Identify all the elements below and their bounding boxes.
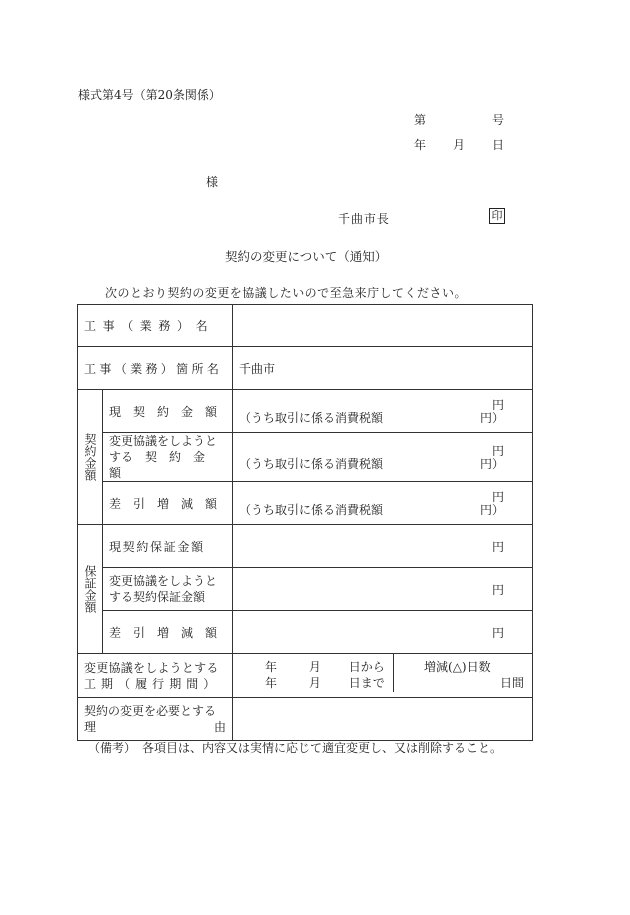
- number-suffix: 号: [492, 113, 505, 127]
- period-end: 年 月 日まで: [265, 676, 385, 690]
- increase-days-field[interactable]: [394, 654, 532, 692]
- row-proposed-guarantee: [78, 568, 533, 611]
- number-prefix: 第: [414, 113, 427, 127]
- difference-amount-label: 差 引 増 減 額: [103, 482, 233, 525]
- proposed-guarantee-field[interactable]: [233, 568, 533, 611]
- yen-unit: 円: [492, 625, 505, 640]
- contract-amount-group-label: 契約金額: [78, 390, 103, 525]
- current-guarantee-label: 現契約保証金額: [103, 525, 233, 568]
- row-construction-period: [78, 654, 533, 698]
- construction-period-cell: [233, 654, 533, 698]
- increase-days-label: 増減(△)日数: [424, 660, 491, 674]
- tax-suffix: 円）: [480, 503, 505, 517]
- form-number: 様式第4号（第20条関係）: [78, 88, 221, 102]
- proposed-guarantee-label: 変更協議をしようと する契約保証金額: [103, 568, 233, 611]
- tax-prefix: （うち取引に係る消費税額: [239, 411, 384, 425]
- days-unit: 日間: [500, 676, 525, 690]
- sender-title: 千曲市長: [338, 212, 390, 226]
- row-current-guarantee: [78, 525, 533, 568]
- yen-unit: 円: [492, 539, 505, 554]
- current-contract-amount-label: 現 契 約 金 額: [103, 390, 233, 433]
- row-change-reason: [78, 698, 533, 741]
- remarks: （備考） 各項目は、内容又は実情に応じて適宜変更し、又は削除すること。: [88, 741, 503, 755]
- change-reason-field[interactable]: [233, 698, 533, 741]
- current-guarantee-field[interactable]: [233, 525, 533, 568]
- change-reason-label: 契約の変更を必要とする 理 由: [78, 698, 233, 741]
- tax-prefix: （うち取引に係る消費税額: [239, 503, 384, 517]
- addressee-honorific: 様: [206, 175, 219, 189]
- yen-unit: 円: [492, 490, 505, 504]
- date-year: 年: [414, 138, 427, 152]
- yen-unit: 円: [492, 444, 505, 458]
- row-current-contract-amount: [78, 390, 533, 433]
- document-title: 契約の変更について（通知）: [225, 249, 388, 264]
- seal-mark: 印: [489, 208, 505, 224]
- row-difference-amount: [78, 482, 533, 525]
- work-location-label: 工事（業務）箇所名: [78, 347, 233, 390]
- row-work-location: [78, 347, 533, 390]
- row-work-name: [78, 305, 533, 347]
- row-proposed-contract-amount: [78, 433, 533, 482]
- yen-unit: 円: [492, 398, 505, 412]
- tax-prefix: （うち取引に係る消費税額: [239, 457, 384, 471]
- contract-change-table: [77, 304, 533, 741]
- proposed-contract-amount-label: 変更協議をしようと する 契 約 金 額: [103, 433, 233, 482]
- tax-suffix: 円）: [480, 411, 505, 425]
- guarantee-difference-label: 差 引 増 減 額: [103, 611, 233, 654]
- construction-period-label: 変更協議をしようとする 工期（履行期間）: [78, 654, 233, 698]
- date-day: 日: [492, 138, 505, 152]
- period-start: 年 月 日から: [265, 660, 385, 674]
- tax-suffix: 円）: [480, 457, 505, 471]
- current-contract-amount-field[interactable]: [233, 390, 533, 433]
- work-name-field[interactable]: [233, 305, 533, 347]
- intro-text: 次のとおり契約の変更を協議したいので至急来庁してください。: [105, 286, 467, 300]
- guarantee-group-label: 保証金額: [78, 525, 103, 654]
- row-guarantee-difference: [78, 611, 533, 654]
- work-location-value[interactable]: 千曲市: [233, 347, 533, 390]
- work-name-label: 工事（業務）名: [78, 305, 233, 347]
- guarantee-difference-field[interactable]: [233, 611, 533, 654]
- date-month: 月: [453, 138, 466, 152]
- difference-amount-field[interactable]: [233, 482, 533, 525]
- proposed-contract-amount-field[interactable]: [233, 433, 533, 482]
- period-dates-field[interactable]: [233, 654, 394, 692]
- yen-unit: 円: [492, 582, 505, 597]
